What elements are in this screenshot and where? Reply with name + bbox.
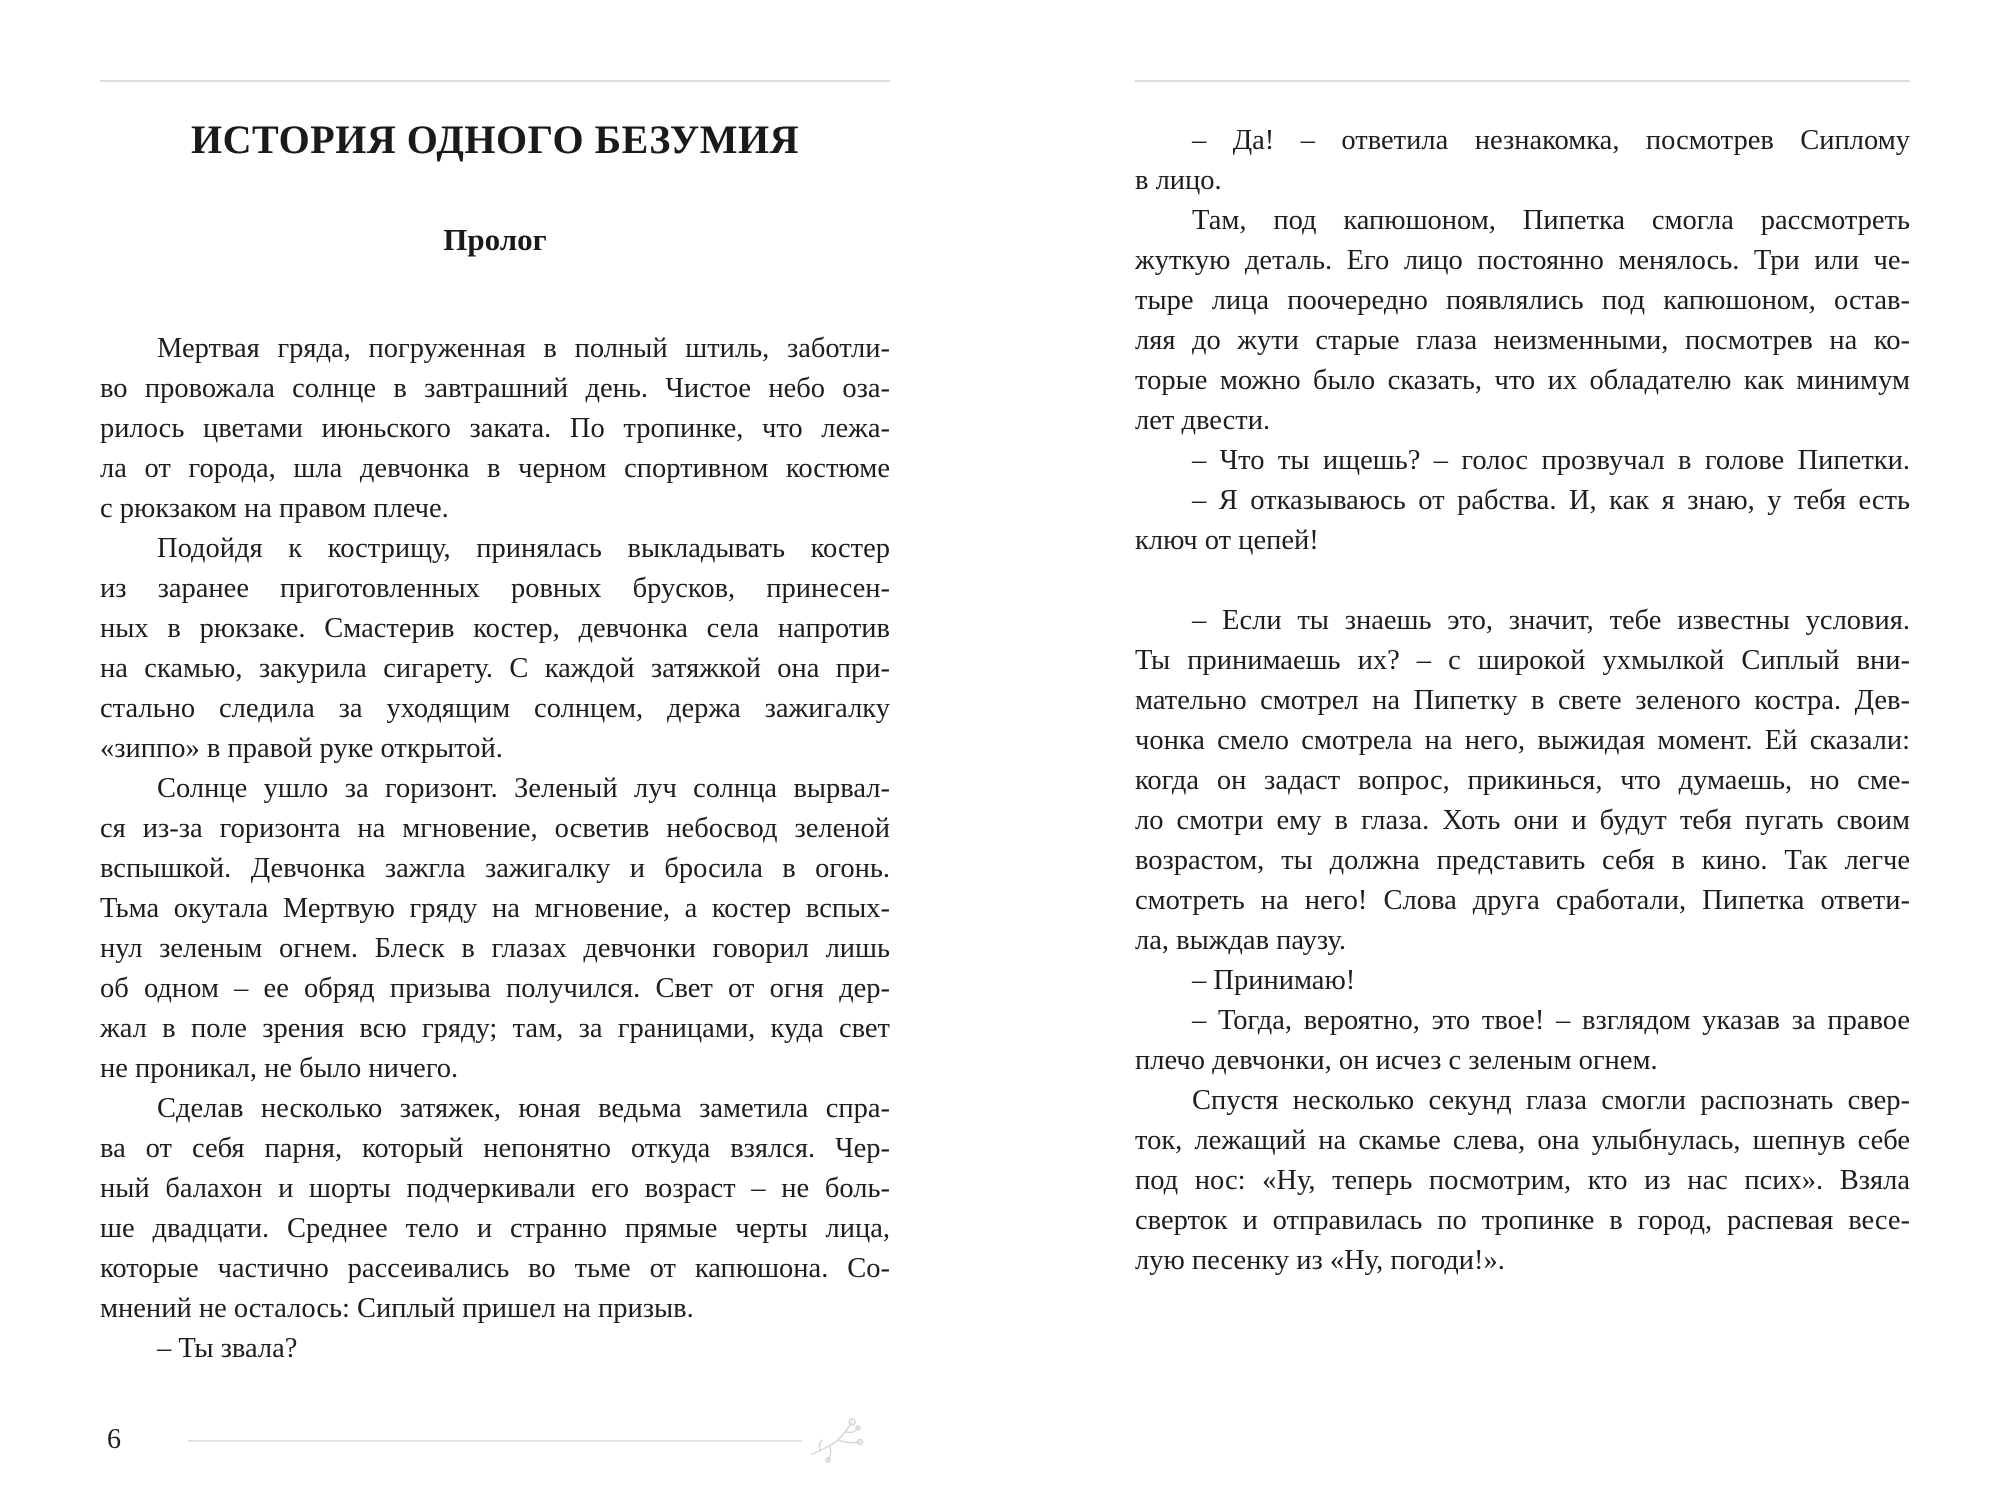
text-line: не проникал, не было ничего. (100, 1053, 459, 1084)
floral-ornament-icon (808, 1414, 870, 1464)
text-line: Солнце ушло за горизонт. Зеленый луч солнца вырвал- (157, 773, 890, 804)
left-text-block (100, 329, 890, 1369)
text-line: ла, выждав паузу. (1135, 925, 1347, 956)
text-line: – Принимаю! (1192, 965, 1356, 996)
text-line: ный балахон и шорты подчеркивали его возраст – не боль- (100, 1173, 890, 1204)
text-line: стально следила за уходящим солнцем, держа зажигалку (100, 693, 890, 724)
text-line: Сделав несколько затяжек, юная ведьма заметила спра- (157, 1093, 890, 1124)
text-line: ключ от цепей! (1135, 525, 1319, 556)
text-line: вспышкой. Девчонка зажгла зажигалку и бросила в огонь. (100, 853, 890, 884)
text-line: мательно смотрел на Пипетку в свете зеленого костра. Дев- (1135, 685, 1910, 716)
text-line: плечо девчонки, он исчез с зеленым огнем. (1135, 1045, 1658, 1076)
text-line: во провожала солнце в завтрашний день. Чистое небо оза- (100, 373, 890, 404)
text-line: сверток и отправилась по тропинке в город, распевая весе- (1135, 1205, 1910, 1236)
text-line: ло смотри ему в глаза. Хоть они и будут тебя пугать своим (1135, 805, 1910, 836)
text-line: – Я отказываюсь от рабства. И, как я знаю, у тебя есть (1192, 485, 1910, 516)
text-line: – Если ты знаешь это, значит, тебе известны условия. (1192, 605, 1910, 636)
text-line: Подойдя к кострищу, принялась выкладывать костер (157, 533, 890, 564)
chapter-title: ИСТОРИЯ ОДНОГО БЕЗУМИЯ (191, 117, 799, 162)
text-line: тыре лица поочередно появлялись под капюшоном, остав- (1135, 285, 1910, 316)
left-page (100, 0, 890, 1499)
text-line: жал в поле зрения всю гряду; там, за границами, куда свет (100, 1013, 890, 1044)
text-line: когда он задаст вопрос, прикинься, что думаешь, но сме- (1135, 765, 1910, 796)
top-rule (1135, 80, 1910, 82)
text-line: возрастом, ты должна представить себя в кино. Так легче (1135, 845, 1910, 876)
top-rule (100, 80, 890, 82)
text-line: жуткую деталь. Его лицо постоянно менялось. Три или че- (1135, 245, 1910, 276)
text-line: в лицо. (1135, 165, 1222, 196)
text-line: лет двести. (1135, 405, 1271, 436)
text-line: ток, лежащий на скамье слева, она улыбнулась, шепнув себе (1135, 1125, 1910, 1156)
text-line: мнений не осталось: Сиплый пришел на призыв. (100, 1293, 694, 1324)
text-line: которые частично рассеивались во тьме от капюшона. Со- (100, 1253, 890, 1284)
text-line: из заранее приготовленных ровных брусков, принесен- (100, 573, 890, 604)
text-line: торые можно было сказать, что их обладателю как минимум (1135, 365, 1910, 396)
text-line: лую песенку из «Ну, погоди!». (1135, 1245, 1505, 1276)
right-text-block (1135, 121, 1910, 1281)
text-line: – Что ты ищешь? – голос прозвучал в голове Пипетки. (1192, 445, 1910, 476)
text-line: под нос: «Ну, теперь посмотрим, кто из нас псих». Взяла (1135, 1165, 1910, 1196)
text-line: об одном – ее обряд призыва получился. Свет от огня дер- (100, 973, 890, 1004)
text-line: ных в рюкзаке. Смастерив костер, девчонка села напротив (100, 613, 890, 644)
text-line: – Да! – ответила незнакомка, посмотрев Сипломy (1192, 125, 1910, 156)
blank-line (1135, 561, 1910, 601)
text-line: чонка смело смотрела на него, выжидая момент. Ей сказали: (1135, 725, 1910, 756)
right-page (1135, 0, 1910, 1499)
text-line: смотреть на него! Слова друга сработали, Пипетка ответи- (1135, 885, 1910, 916)
text-line: Там, под капюшоном, Пипетка смогла рассмотреть (1192, 205, 1910, 236)
text-line: Тьма окутала Мертвую гряду на мгновение, а костер вспых- (100, 893, 890, 924)
text-line: Ты принимаешь их? – с широкой ухмылкой Сиплый вни- (1135, 645, 1910, 676)
text-line: ва от себя парня, который непонятно откуда взялся. Чер- (100, 1133, 890, 1164)
page-number: 6 (107, 1424, 121, 1455)
text-line: рилось цветами июньского заката. По тропинке, что лежа- (100, 413, 890, 444)
text-line: ла от города, шла девчонка в черном спортивном костюме (100, 453, 890, 484)
text-line: – Тогда, вероятно, это твое! – взглядом указав за правое (1192, 1005, 1910, 1036)
text-line: ляя до жути старые глаза неизменными, посмотрев на ко- (1135, 325, 1910, 356)
text-line: Мертвая гряда, погруженная в полный штиль, заботли- (157, 333, 890, 364)
text-line: нул зеленым огнем. Блеск в глазах девчонки говорил лишь (100, 933, 890, 964)
text-line: ше двадцати. Среднее тело и странно прямые черты лица, (100, 1213, 890, 1244)
text-line: «зиппо» в правой руке открытой. (100, 733, 503, 764)
section-subtitle: Пролог (443, 222, 547, 257)
text-line: – Ты звала? (157, 1333, 298, 1364)
text-line: с рюкзаком на правом плече. (100, 493, 449, 524)
text-line: на скамью, закурила сигарету. С каждой затяжкой она при- (100, 653, 890, 684)
text-line: Спустя несколько секунд глаза смогли распознать свер- (1192, 1085, 1910, 1116)
page-footer (100, 1422, 890, 1458)
bottom-rule (188, 1440, 802, 1442)
text-line: ся из-за горизонта на мгновение, осветив небосвод зеленой (100, 813, 890, 844)
